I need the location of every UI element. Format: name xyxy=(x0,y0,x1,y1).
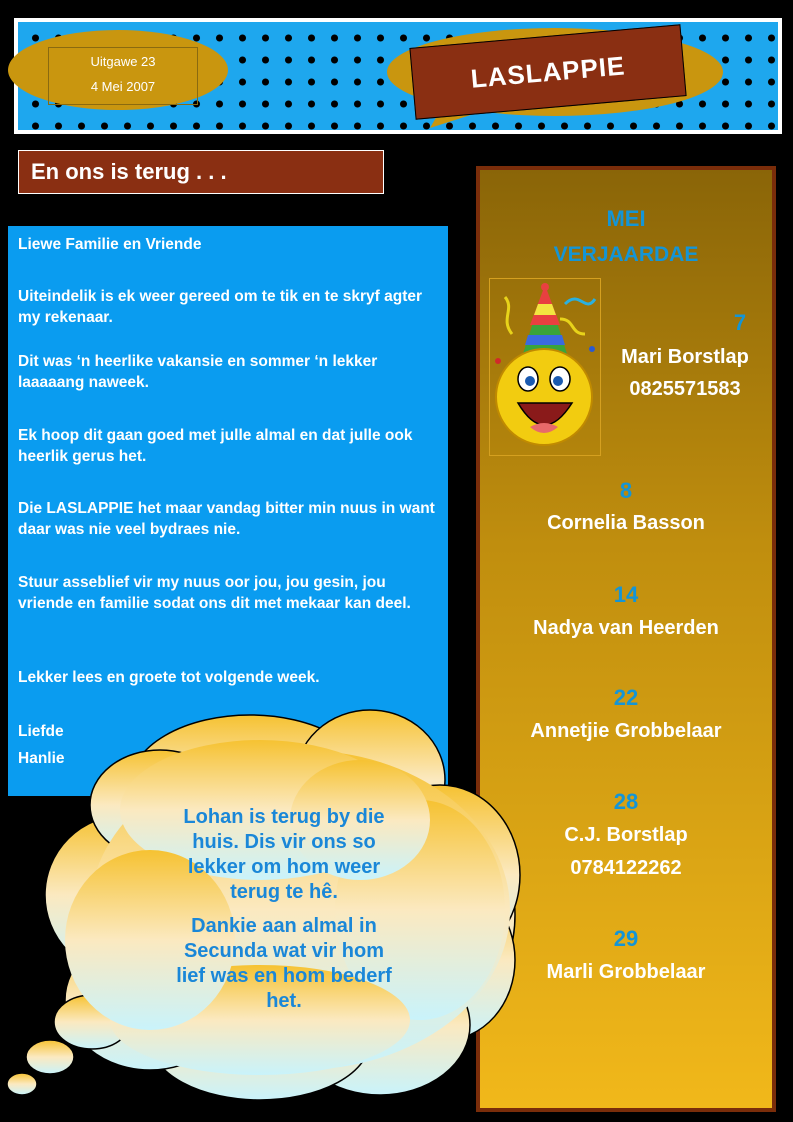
cloud-line: Dankie aan almal in xyxy=(191,915,377,937)
party-smiley-frame xyxy=(489,278,601,456)
letter-paragraph: Dit was ‘n heerlike vakansie en sommer ‘n lekker laaaaang naweek. xyxy=(18,353,378,391)
cloud-line: het. xyxy=(266,990,302,1012)
letter-paragraph: Die LASLAPPIE het maar vandag bitter min nuus in want daar was nie veel bydraes nie. xyxy=(18,500,435,538)
cloud-line: lief was en hom bederf xyxy=(176,965,392,987)
headline-box xyxy=(18,150,384,194)
letter-paragraph: Stuur asseblief vir my nuus oor jou, jou gesin, jou vriende en familie sodat ons dit met mekaar kan deel. xyxy=(18,574,411,612)
letter-paragraph: Ek hoop dit gaan goed met julle almal en dat julle ook heerlik gerus het. xyxy=(18,427,413,465)
birthday-day: 8 xyxy=(619,478,633,503)
birthday-phone: 0825571583 xyxy=(629,378,741,400)
birthday-name: Annetjie Grobbelaar xyxy=(530,720,722,742)
party-smiley-icon xyxy=(490,279,600,455)
birthday-day: 22 xyxy=(613,685,639,710)
birthday-name: Mari Borstlap xyxy=(621,346,749,368)
birthday-day: 29 xyxy=(613,926,639,951)
birthday-name: Cornelia Basson xyxy=(547,512,705,534)
birthday-month: MEI xyxy=(606,206,646,231)
letter-closing: Liefde xyxy=(18,723,64,740)
cloud-line: lekker om hom weer xyxy=(187,856,381,878)
masthead-title: LASLAPPIE xyxy=(469,49,627,94)
letter-paragraph: Uiteindelik is ek weer gereed om te tik en te skryf agter my rekenaar. xyxy=(18,288,423,326)
cloud-text-b xyxy=(134,914,434,1014)
letter-paragraph: Lekker lees en groete tot volgende week. xyxy=(18,669,320,686)
birthday-day: 14 xyxy=(613,582,639,607)
headline: En ons is terug . . . xyxy=(31,159,227,184)
cloud-line: Lohan is terug by die xyxy=(183,806,385,828)
letter-signature: Hanlie xyxy=(18,750,65,767)
thought-cloud xyxy=(0,700,540,1120)
birthday-title: VERJAARDAE xyxy=(553,243,699,266)
issue-date: 4 Mei 2007 xyxy=(90,79,156,94)
issue-info-box xyxy=(48,47,198,105)
letter-greeting: Liewe Familie en Vriende xyxy=(18,236,202,253)
birthday-name: C.J. Borstlap xyxy=(564,824,688,846)
cloud-line: Secunda wat vir hom xyxy=(183,940,385,962)
cloud-line: terug te hê. xyxy=(230,881,338,903)
birthday-phone: 0784122262 xyxy=(570,857,682,879)
birthday-name: Nadya van Heerden xyxy=(533,617,719,639)
birthday-day: 28 xyxy=(613,789,639,814)
cloud-line: huis. Dis vir ons so xyxy=(192,831,376,853)
issue-number: Uitgawe 23 xyxy=(90,54,156,69)
birthday-day: 7 xyxy=(733,310,747,335)
cloud-text-a xyxy=(134,805,434,905)
birthday-name: Marli Grobbelaar xyxy=(546,961,706,983)
